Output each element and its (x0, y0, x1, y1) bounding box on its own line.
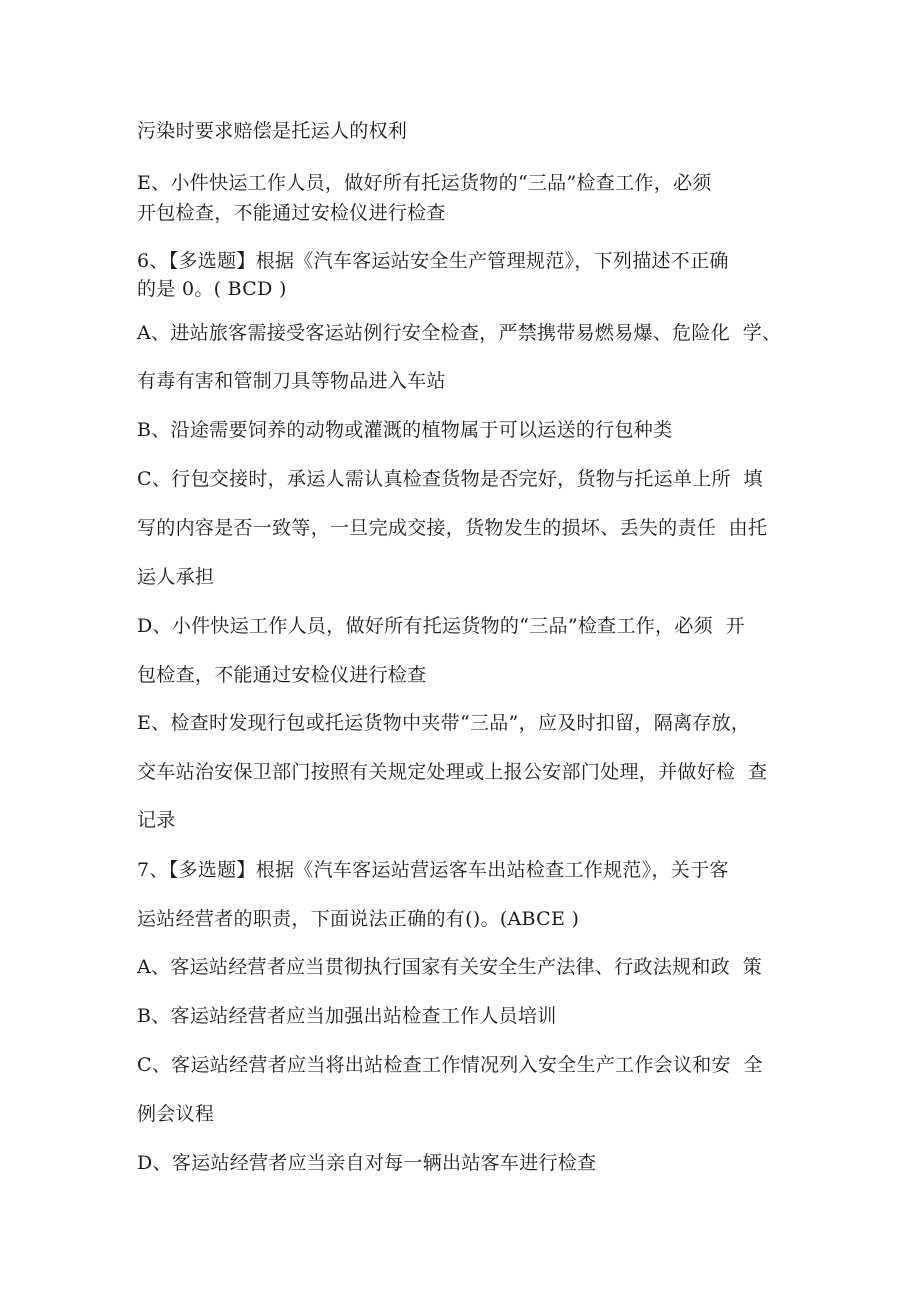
option-b: B、沿途需要饲养的动物或灌溉的植物属于可以运送的行包种类 (137, 419, 673, 441)
option-a: A、进站旅客需接受客运站例行安全检查，严禁携带易燃易爆、危险化 学、 (137, 322, 782, 344)
question-6-title: 6、【多选题】根据《汽车客运站安全生产管理规范》，下列描述不正确 (137, 250, 729, 272)
text-line: 写的内容是否一致等，一旦完成交接，货物发生的损坏、丢失的责任 由托 (137, 517, 768, 539)
question-7-answer: 运站经营者的职责，下面说法正确的有()。(ABCE ) (137, 908, 580, 930)
option-e: E、检查时发现行包或托运货物中夹带“三品”，应及时扣留，隔离存放， (137, 712, 751, 734)
text-line: 交车站治安保卫部门按照有关规定处理或上报公安部门处理，并做好检 查 (137, 761, 768, 783)
option-c: C、客运站经营者应当将出站检查工作情况列入安全生产工作会议和安 全 (137, 1054, 763, 1076)
text-line: 开包检查，不能通过安检仪进行检查 (137, 202, 446, 224)
text-line: 有毒有害和管制刀具等物品进入车站 (137, 370, 446, 392)
text-line: E、小件快运工作人员，做好所有托运货物的“三品”检查工作，必须 (137, 172, 712, 194)
question-6-answer: 的是 0。( BCD ) (137, 278, 287, 300)
option-b: B、客运站经营者应当加强出站检查工作人员培训 (137, 1005, 557, 1027)
text-line: 污染时要求赔偿是托运人的权利 (137, 120, 408, 142)
option-a: A、客运站经营者应当贯彻执行国家有关安全生产法律、行政法规和政 策 (137, 956, 763, 978)
text-line: 例会议程 (137, 1103, 215, 1125)
text-line: 包检查，不能通过安检仪进行检查 (137, 664, 427, 686)
text-line: 记录 (137, 809, 176, 831)
option-c: C、行包交接时，承运人需认真检查货物是否完好，货物与托运单上所 填 (137, 468, 763, 490)
text-line: 运人承担 (137, 566, 215, 588)
option-d: D、客运站经营者应当亲自对每一辆出站客车进行检查 (137, 1152, 597, 1174)
option-d: D、小件快运工作人员，做好所有托运货物的“三品”检查工作，必须 开 (137, 615, 745, 637)
question-7-title: 7、【多选题】根据《汽车客运站营运客车出站检查工作规范》，关于客 (137, 859, 729, 881)
